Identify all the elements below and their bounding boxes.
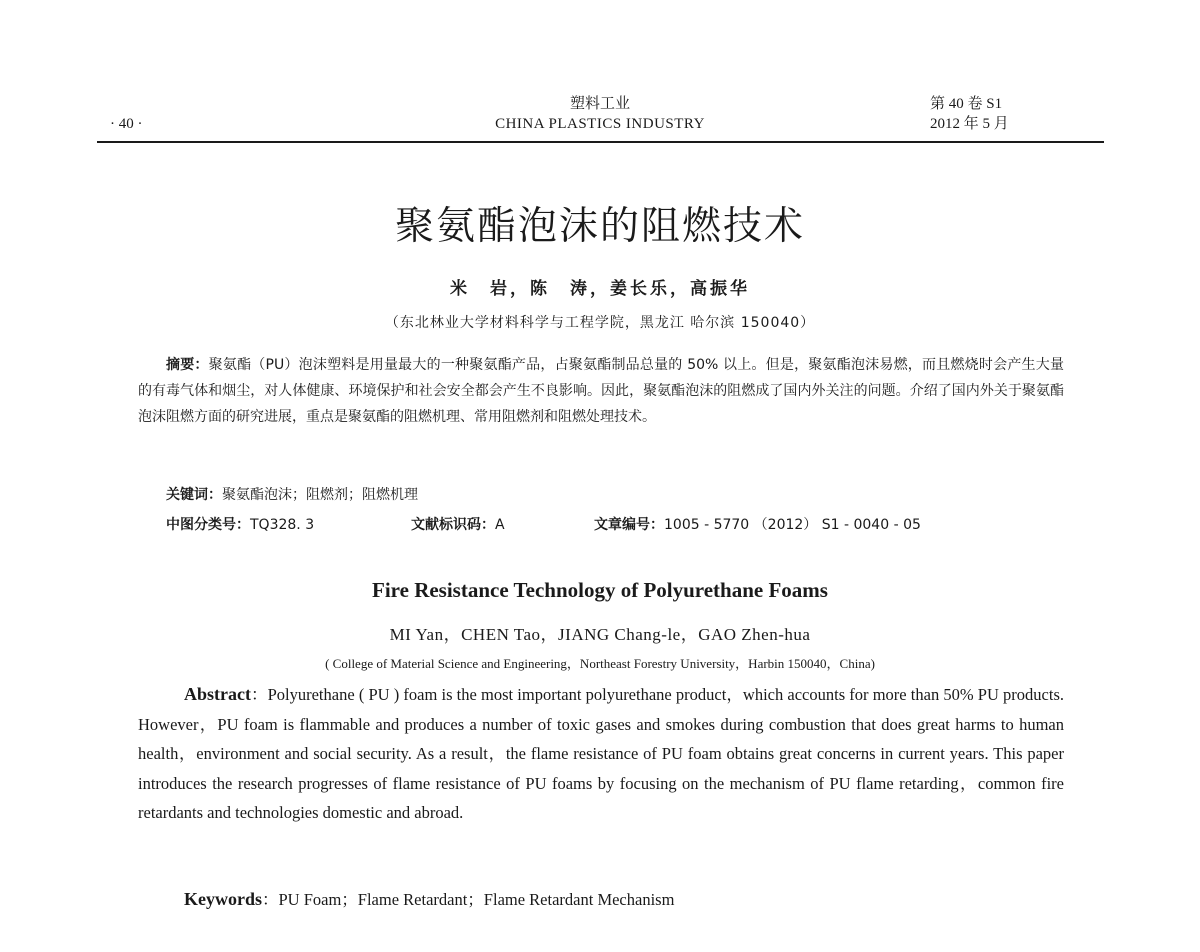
issue-info [930, 94, 1009, 134]
keywords-en-text: PU Foam；Flame Retardant；Flame Retardant Mechanism [278, 890, 675, 909]
title-en: Fire Resistance Technology of Polyurethane Foams [372, 578, 828, 602]
clc-label: 中图分类号： [166, 517, 250, 533]
article-no-value: 1005 - 5770 （2012） S1 - 0040 - 05 [664, 517, 921, 533]
doc-code-field [411, 514, 505, 534]
abstract-zh [138, 352, 1064, 430]
doc-code-value: A [495, 517, 505, 533]
keywords-zh [166, 484, 418, 504]
abstract-en: Abstract：Polyurethane ( PU ) foam is the most important polyurethane product，which accounts for more than 50% PU products. However，PU foam is flammable and produces a number of toxic gases and smokes during combustion that does great harms to human health，environment and social security. As a result，the flame resistance of PU foam obtains great concerns in current years. This paper introduces the research progresses of flame resistance of PU foams by focusing on the mechanism of PU flame retarding，common fire retardants and technologies domestic and abroad. [138, 684, 1065, 822]
doc-code-label: 文献标识码： [411, 517, 495, 533]
affiliation-en: ( College of Material Science and Engineering，Northeast Forestry University，Harbin 150040，China) [325, 656, 875, 671]
journal-name-en: CHINA PLASTICS INDUSTRY [495, 116, 705, 132]
issue-date: 2012 年 5 月 [930, 116, 1009, 132]
clc-field [166, 514, 314, 534]
authors-en: MI Yan，CHEN Tao，JIANG Chang-le，GAO Zhen-hua [389, 625, 811, 644]
keywords-en-label: Keywords [184, 889, 262, 909]
keywords-en: Keywords：PU Foam；Flame Retardant；Flame Retardant Mechanism [184, 889, 675, 909]
journal-name-zh: 塑料工业 [569, 96, 630, 112]
title-zh: 聚氨酯泡沫的阻燃技术 [394, 204, 805, 249]
authors-zh: 米 岩，陈 涛，姜长乐，高振华 [450, 279, 750, 299]
volume-label: 第 40 卷 S1 [930, 96, 1003, 112]
abstract-zh-label: 摘要： [166, 357, 209, 373]
affiliation-zh: （东北林业大学材料科学与工程学院，黑龙江 哈尔滨 150040） [384, 315, 816, 331]
abstract-en-label: Abstract [184, 684, 251, 704]
keywords-zh-label: 关键词： [166, 487, 222, 503]
abstract-zh-text: 聚氨酯（PU）泡沫塑料是用量最大的一种聚氨酯产品，占聚氨酯制品总量的 50% 以上。但是，聚氨酯泡沫易燃，而且燃烧时会产生大量的有毒气体和烟尘，对人体健康、环境保护和社会安全都会产生不良影响。因此，聚氨酯泡沫的阻燃成了国内外关注的问题。介绍了国内外关于聚氨酯泡沫阻燃方面的研究进展，重点是聚氨酯的阻燃机理、常用阻燃剂和阻燃处理技术。 [138, 357, 1064, 425]
page-number: · 40 · [110, 116, 143, 132]
header-rule [97, 141, 1104, 143]
keywords-zh-text: 聚氨酯泡沫；阻燃剂；阻燃机理 [222, 487, 418, 503]
article-no-field [594, 514, 921, 534]
abstract-en-text: Polyurethane ( PU ) foam is the most important polyurethane product，which accounts for more than 50% PU products. However，PU foam is flammable and produces a number of toxic gases and smokes during combustion that does great harms to human health，environment and social security. As a result，the flame resistance of PU foam obtains great concerns in current years. This paper introduces the research progresses of flame resistance of PU foams by focusing on the mechanism of PU flame retarding，common fire retardants and technologies domestic and abroad. [138, 685, 1065, 822]
clc-value: TQ328. 3 [250, 517, 315, 533]
article-no-label: 文章编号： [594, 517, 664, 533]
journal-header [0, 94, 1200, 134]
